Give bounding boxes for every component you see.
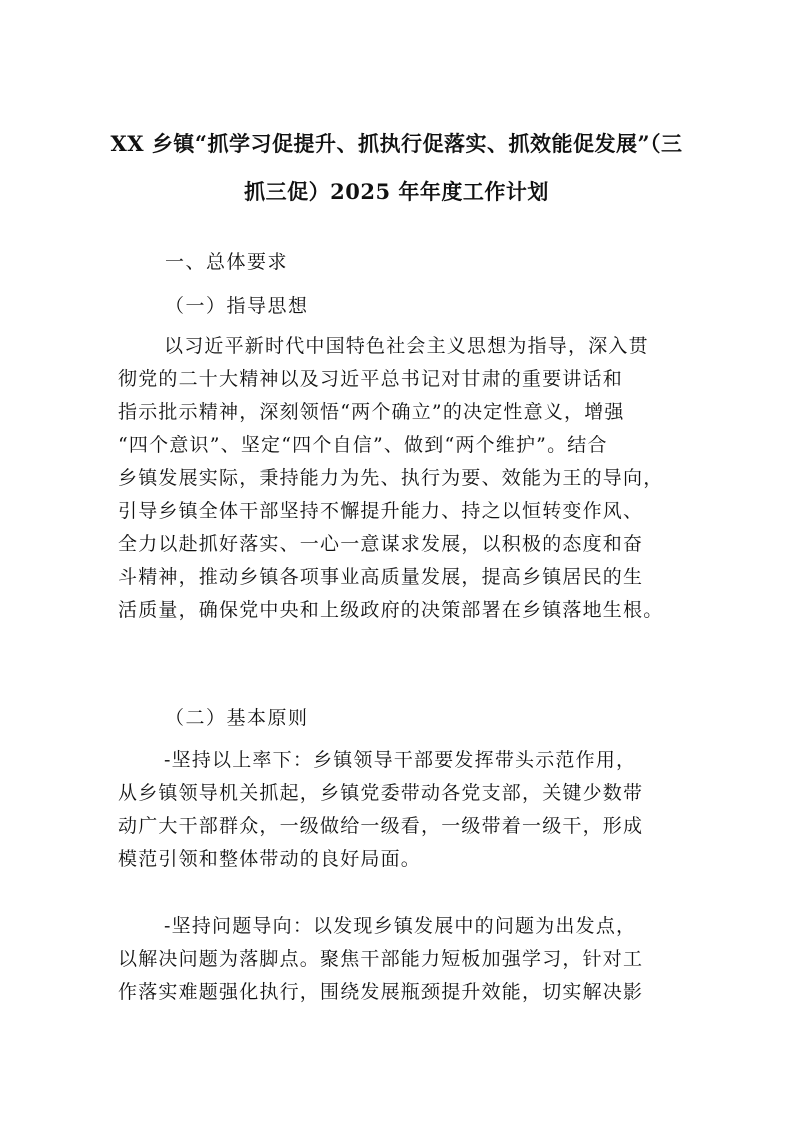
paragraph-line: 作落实难题强化执行，围绕发展瓶颈提升效能，切实解决影	[118, 981, 644, 1003]
paragraph-line: 全力以赴抓好落实、一心一意谋求发展，以积极的态度和奋	[118, 533, 644, 555]
paragraph-guiding-ideology	[118, 330, 686, 627]
paragraph-line: 以习近平新时代中国特色社会主义思想为指导，深入贯	[164, 335, 649, 357]
paragraph-line: 动广大干部群众，一级做给一级看，一级带着一级干，形成	[118, 815, 644, 837]
paragraph-line: “四个意识”、坚定“四个自信”、做到“两个维护”。结合	[118, 434, 608, 456]
paragraph-problem-orientation	[118, 910, 686, 1009]
subsection-heading-guiding-ideology: （一）指导思想	[165, 295, 309, 317]
paragraph-lead-by-example	[118, 744, 686, 876]
paragraph-line: 从乡镇领导机关抓起，乡镇党委带动各党支部，关键少数带	[118, 782, 644, 804]
document-title-line-2: 抓三促）2025 年年度工作计划	[244, 179, 549, 204]
paragraph-line: 以解决问题为落脚点。聚焦干部能力短板加强学习，针对工	[118, 948, 644, 970]
paragraph-line: 乡镇发展实际，秉持能力为先、执行为要、效能为王的导向，	[118, 467, 664, 489]
paragraph-line: 引导乡镇全体干部坚持不懈提升能力、持之以恒转变作风、	[118, 500, 644, 522]
paragraph-line: 指示批示精神，深刻领悟“两个确立”的决定性意义，增强	[118, 401, 625, 423]
paragraph-line: 彻党的二十大精神以及习近平总书记对甘肃的重要讲话和	[118, 368, 624, 390]
section-heading-general-requirements: 一、总体要求	[165, 251, 289, 273]
paragraph-line: 模范引领和整体带动的良好局面。	[118, 848, 422, 870]
subsection-heading-basic-principles: （二）基本原则	[165, 707, 309, 729]
paragraph-line: 活质量，确保党中央和上级政府的决策部署在乡镇落地生根。	[118, 599, 664, 621]
document-title-line-1: XX 乡镇“抓学习促提升、抓执行促落实、抓效能促发展”（三	[110, 131, 683, 156]
paragraph-line: -坚持以上率下：乡镇领导干部要发挥带头示范作用，	[164, 749, 637, 771]
paragraph-line: 斗精神，推动乡镇各项事业高质量发展，提高乡镇居民的生	[118, 566, 644, 588]
paragraph-line: -坚持问题导向：以发现乡镇发展中的问题为出发点，	[164, 915, 637, 937]
